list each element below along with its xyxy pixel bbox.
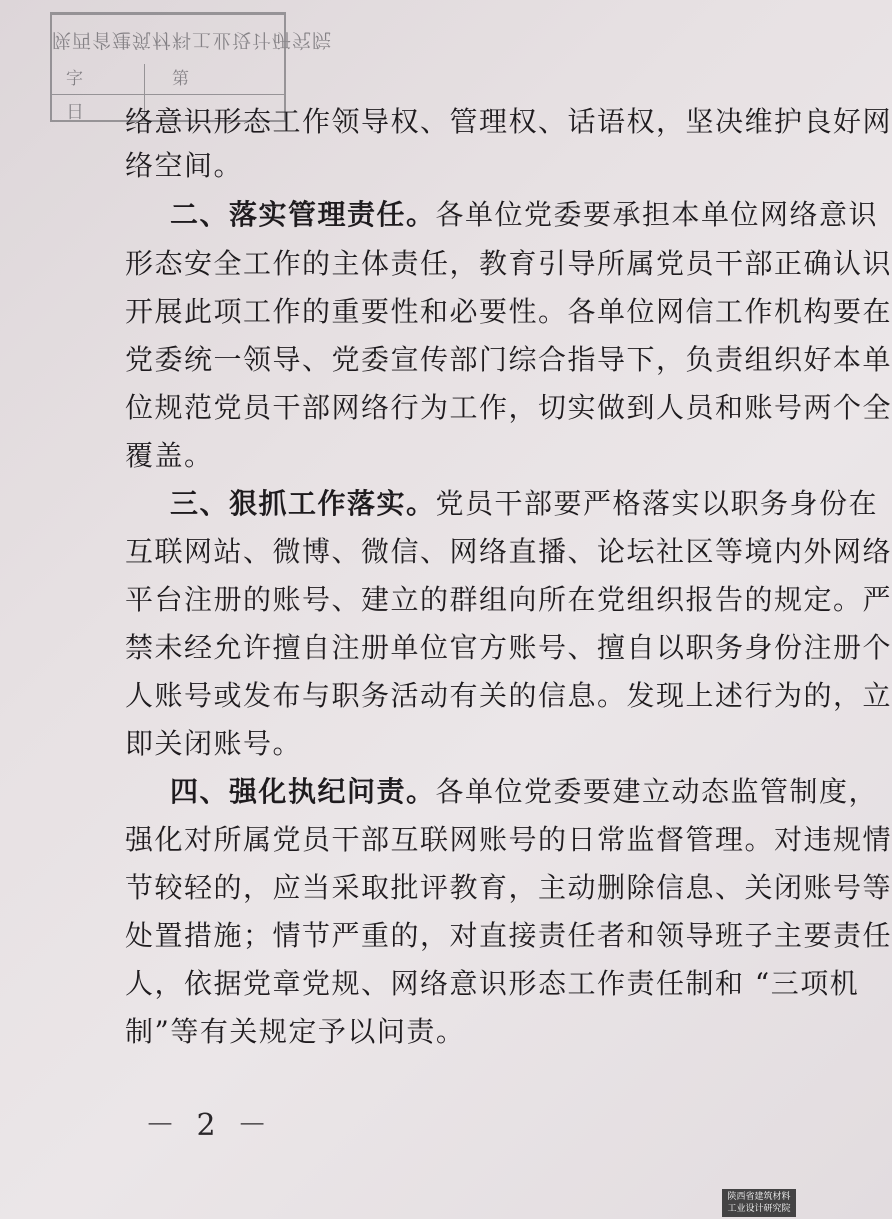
text-line: 平台注册的账号、建立的群组向所在党组织报告的规定。严 [125,583,892,616]
text-line: 络空间。 [125,149,244,182]
watermark-line: 陕西省建筑材料 [727,1192,791,1202]
text-line: 处置措施；情节严重的，对直接责任者和领导班子主要责任 [125,919,892,952]
watermark-line: 工业设计研究院 [727,1204,791,1214]
text-line: 络意识形态工作领导权、管理权、话语权，坚决维护良好网 [125,105,892,138]
text-line: 开展此项工作的重要性和必要性。各单位网信工作机构要在 [125,295,892,328]
text-span: 各单位党委要建立动态监管制度， [435,775,879,808]
stamp-cell-date: 日 [66,102,84,123]
text-line: 制”等有关规定予以问责。 [125,1015,466,1048]
page-number: － 2 － [145,1108,274,1143]
stamp-row-2 [52,64,284,95]
text-line: 即关闭账号。 [125,727,303,760]
text-span: 党员干部要严格落实以职务身份在 [435,487,879,520]
text-line: 位规范党员干部网络行为工作，切实做到人员和账号两个全 [125,391,892,424]
paragraph-first-line [170,774,878,810]
text-line: 禁未经允许擅自注册单位官方账号、擅自以职务身份注册个 [125,631,892,664]
source-watermark [722,1189,796,1217]
paragraph-first-line [170,197,878,233]
text-line: 人，依据党章党规、网络意识形态工作责任制和 “三项机 [125,967,860,1000]
text-line: 形态安全工作的主体责任，教育引导所属党员干部正确认识 [125,247,892,280]
text-line: 党委统一领导、党委宣传部门综合指导下，负责组织好本单 [125,343,892,376]
text-line: 覆盖。 [125,439,214,472]
text-line: 强化对所属党员干部互联网账号的日常监督管理。对违规情 [125,823,892,856]
stamp-cell-right: 第 [172,69,189,89]
stamp-title: 陕西省建筑材料工业设计研究院 [52,14,284,65]
paragraph-first-line [170,486,878,522]
text-span: 各单位党委要承担本单位网络意识 [435,198,879,231]
section-heading: 二、落实管理责任。 [170,198,436,231]
section-heading: 三、狠抓工作落实。 [170,487,436,520]
text-line: 节较轻的，应当采取批评教育，主动删除信息、关闭账号等 [125,871,892,904]
section-heading: 四、强化执纪问责。 [170,775,436,808]
text-line: 人账号或发布与职务活动有关的信息。发现上述行为的，立 [125,679,892,712]
stamp-cell-left: 字 [66,69,83,89]
text-line: 互联网站、微博、微信、网络直播、论坛社区等境内外网络 [125,535,892,568]
